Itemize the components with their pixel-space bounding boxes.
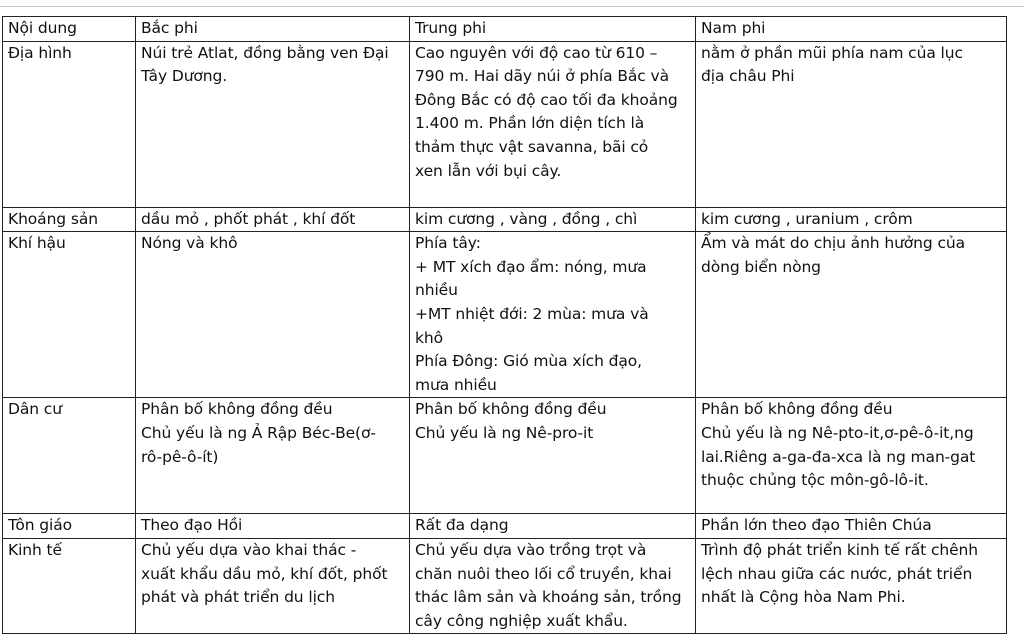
- terrain-north-cell: Núi trẻ Atlat, đồng bằng ven Đại Tây Dương.: [136, 41, 410, 207]
- population-north-cell: Phân bố không đồng đều Chủ yếu là ng Ả Rập Béc-Be(ơ- rô-pê-ô-ít): [136, 398, 410, 514]
- economy-south-cell: Trình độ phát triển kinh tế rất chênh lệch nhau giữa các nước, phát triển nhất là Cộng hòa Nam Phi.: [696, 538, 1007, 633]
- table-row-terrain: [3, 41, 1007, 207]
- table-row-economy: [3, 538, 1007, 633]
- header-cell-south-africa: Nam phi: [696, 17, 1007, 42]
- minerals-north-cell: dầu mỏ , phốt phát , khí đốt: [136, 207, 410, 232]
- header-cell-central-africa: Trung phi: [410, 17, 696, 42]
- row-label-minerals: Khoáng sản: [3, 207, 136, 232]
- religion-north-cell: Theo đạo Hồi: [136, 514, 410, 539]
- terrain-south-cell: nằm ở phần mũi phía nam của lục địa châu Phi: [696, 41, 1007, 207]
- minerals-south-cell: kim cương , uranium , crôm: [696, 207, 1007, 232]
- header-cell-content: Nội dung: [3, 17, 136, 42]
- religion-south-cell: Phần lớn theo đạo Thiên Chúa: [696, 514, 1007, 539]
- terrain-central-cell: Cao nguyên với độ cao từ 610 – 790 m. Hai dãy núi ở phía Bắc và Đông Bắc có độ cao tối đa khoảng 1.400 m. Phần lớn diện tích là thảm thực vật savanna, bãi cỏ xen lẫn với bụi cây.: [410, 41, 696, 207]
- climate-north-cell: Nóng và khô: [136, 232, 410, 398]
- row-label-climate: Khí hậu: [3, 232, 136, 398]
- table-header-row: [3, 17, 1007, 42]
- row-label-population: Dân cư: [3, 398, 136, 514]
- population-central-cell: Phân bố không đồng đều Chủ yếu là ng Nê-pro-it: [410, 398, 696, 514]
- header-cell-north-africa: Bắc phi: [136, 17, 410, 42]
- climate-central-cell: Phía tây: + MT xích đạo ẩm: nóng, mưa nhiều +MT nhiệt đới: 2 mùa: mưa và khô Phía Đông: Gió mùa xích đạo, mưa nhiều: [410, 232, 696, 398]
- climate-south-cell: Ẩm và mát do chịu ảnh hưởng của dòng biển nòng: [696, 232, 1007, 398]
- table-row-minerals: [3, 207, 1007, 232]
- row-label-economy: Kinh tế: [3, 538, 136, 633]
- table-row-population: [3, 398, 1007, 514]
- minerals-central-cell: kim cương , vàng , đồng , chì: [410, 207, 696, 232]
- africa-regions-table: [2, 16, 1007, 634]
- table-row-climate: [3, 232, 1007, 398]
- row-label-terrain: Địa hình: [3, 41, 136, 207]
- top-rule-divider: [0, 6, 1024, 7]
- population-south-cell: Phân bố không đồng đều Chủ yếu là ng Nê-pto-it,ơ-pê-ô-it,ng lai.Riêng a-ga-đa-xca là ng man-gat thuộc chủng tộc môn-gô-lô-it.: [696, 398, 1007, 514]
- economy-north-cell: Chủ yếu dựa vào khai thác - xuất khẩu dầu mỏ, khí đốt, phốt phát và phát triển du lịch: [136, 538, 410, 633]
- religion-central-cell: Rất đa dạng: [410, 514, 696, 539]
- table-row-religion: [3, 514, 1007, 539]
- row-label-religion: Tôn giáo: [3, 514, 136, 539]
- economy-central-cell: Chủ yếu dựa vào trồng trọt và chăn nuôi theo lối cổ truyền, khai thác lâm sản và khoáng sản, trồng cây công nghiệp xuất khẩu.: [410, 538, 696, 633]
